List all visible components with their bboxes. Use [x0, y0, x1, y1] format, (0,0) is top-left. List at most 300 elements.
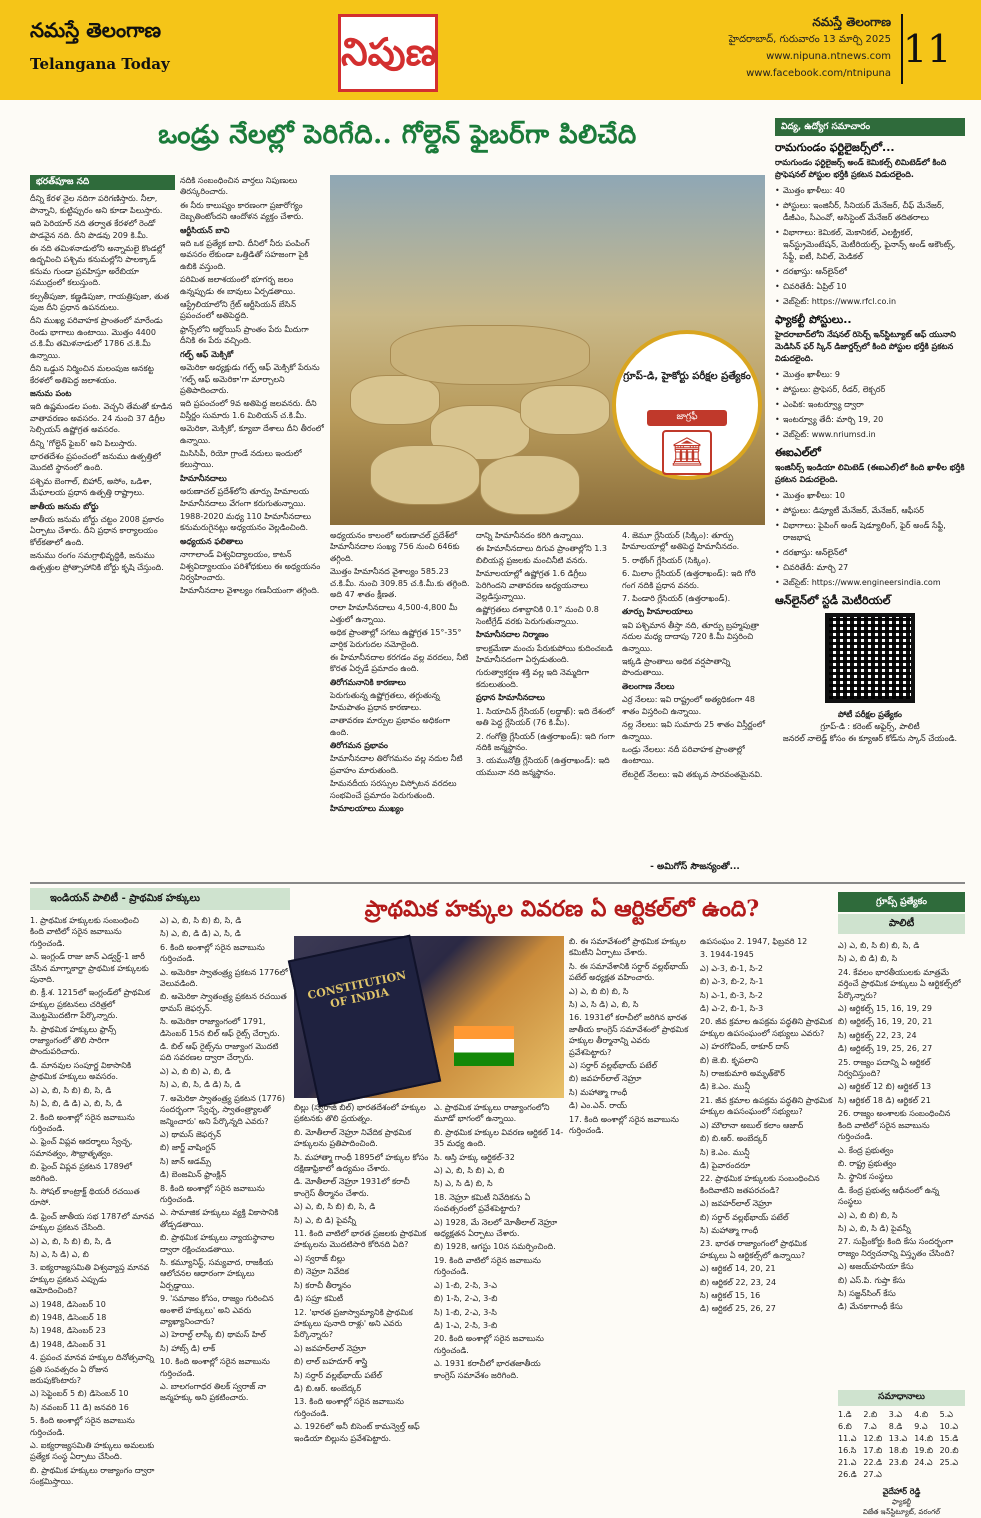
question-line: సి) హాబ్స్ డి) లాక్ — [160, 1343, 216, 1353]
question-line: ఎ. సామాజిక హక్కులు వ్యక్తి వికాసానికి తోడ్పడతాయి. — [160, 1208, 279, 1229]
question-line: బి) జార్జ్ వాషింగ్టన్ — [160, 1143, 216, 1153]
subheading: ఆర్టీసియన్ బావి — [180, 225, 230, 235]
author-institute: విజేత ఇన్‌స్టిట్యూట్, వరంగల్ — [862, 1508, 941, 1516]
question-line: ఎ) ఎ, బి, సి బి) బి, సి, డి — [838, 941, 920, 950]
question-line: ఎ) అజయ్‌హసియా కేసు — [838, 1262, 914, 1272]
question-line: 21. జీవ క్రమాల ఉపక్రమ పద్ధతిని ప్రాథమిక హక్కుల ఉపసంఘంలో సభ్యులు? — [700, 1095, 833, 1117]
paragraph: ఇది ఒక ప్రత్యేక బావి. దీనిలో నీరు పంపింగ్ అవసరం లేకుండా ఒత్తిడితో సహజంగా పైకి ఉబికి వస్తుంది. — [180, 239, 310, 271]
paragraph: నల్ల నేలలు: ఇవి సుమారు 25 శాతం విస్తీర్ణంలో ఉన్నాయి. — [622, 720, 765, 741]
author-name: వైదేహార్ రెడ్డి — [882, 1487, 921, 1496]
answer-item: 14.బి — [914, 1434, 934, 1443]
question-line: 2. కింది అంశాల్లో సరైన జవాబును గుర్తించండి. — [30, 1112, 135, 1133]
question-line: డి) సప్రూ కమిటీ — [294, 1294, 344, 1304]
jute-bundle — [370, 445, 480, 505]
question-line: 22. ప్రాథమిక హక్కులకు సంబంధించిన కిందివాటిని జతపరచండి? — [700, 1174, 820, 1195]
question-line: బి) ఎస్.పి. గుప్తా కేసు — [838, 1275, 906, 1285]
dateline: హైదరాబాద్, గురువారం 13 మార్చి 2025 — [728, 34, 891, 45]
paragraph: కల్పతీపుజా, కణ్ణడిపుజా, గాయత్రిపుజా, తుత పుజ దీని ప్రధాన ఉపనదులు. — [30, 291, 170, 313]
question-line: ఎ. ప్రాథమిక హక్కులు రాజ్యాంగంలోని మూడో భాగంలో ఉన్నాయి. — [434, 1103, 550, 1124]
question-line: సి) ఎ, బి, సి, డి డి) సి, డి — [160, 1080, 241, 1090]
qr-note: జనరల్ నాలెడ్జ్ కోసం ఈ క్యూఆర్ కోడ్‌ను స్కాన్ చేయండి. — [782, 734, 958, 743]
india-flag-icon — [454, 1026, 514, 1066]
question-line: డి) బెంజమిన్ ఫ్రాంక్లిన్ — [160, 1170, 227, 1180]
qr-code-icon[interactable] — [825, 613, 915, 703]
question-line: ఎ) సర్దార్ వల్లభ్‌భాయ్ పటేల్ — [569, 1061, 658, 1071]
paragraph: నదికి సంబంధించిన వార్తలు నిపుణులు తిరస్కరించారు. — [180, 176, 298, 197]
paragraph: అమెరికా అధ్యక్షుడు గల్ఫ్ ఆఫ్ మెక్సికో పేరును 'గల్ఫ్ ఆఫ్ అమెరికా'గా మార్చాలని ప్రతిపాదించారు. — [180, 363, 320, 395]
question-line: సి) ఆర్టికల్ 18 డి) ఆర్టికల్ 21 — [838, 1095, 931, 1105]
question-line: బి. ప్రాథమిక హక్కులు న్యాయస్థానాల ద్వారా రక్షించబడతాయి. — [160, 1233, 275, 1254]
groups-tag: గ్రూప్స్ ప్రత్యేకం — [838, 892, 965, 912]
question-line: 10. కింది అంశాల్లో సరైన జవాబును గుర్తించండి. — [160, 1357, 270, 1378]
answer-item: 2.బి — [863, 1410, 878, 1419]
paragraph: దీన్ని కేరళ నైల నదిగా పరిగణిస్తారు. నీలా, పొన్నాని, కుట్టిప్పురం అని కూడా పిలుస్తారు. — [30, 194, 163, 215]
question-line: ఎ) ఆర్టికల్ 12 బి) ఆర్టికల్ 13 — [838, 1082, 932, 1092]
question-line: బి. క్రీ.శ. 1215లో ఇంగ్లండ్‌లో ప్రాథమిక హక్కుల ప్రకటనలు చరిత్రలో మొట్టమొదటిగా పేర్కొన్నారు. — [30, 988, 151, 1021]
answer-item: 27.ఎ — [863, 1470, 882, 1479]
question-line: సి) 1948, డిసెంబర్ 23 — [30, 1326, 106, 1336]
question-line: సి) 1-బి, 2-ఎ, 3-సి — [434, 1307, 497, 1317]
paragraph: హిమానీనదాల తిరోగమనం వల్ల నదుల నీటి ప్రవాహం మారుతుంది. — [330, 754, 463, 775]
paragraph: నాగాలాండ్ విశ్వవిద్యాలయం, కాటన్ విశ్వవిద్యాలయం పరిశోధకులు ఈ అధ్యయనం నిర్వహించారు. — [180, 550, 321, 582]
paragraph: అమెరికా, మెక్సికో, క్యూబా దేశాలు దీని తీరంలో ఉన్నాయి. — [180, 424, 324, 445]
question-line: సి. మహాత్మా గాంధీ 1895లో హక్కుల కోసం దక్షిణాఫ్రికాలో ఉద్యమం చేశారు. — [294, 1152, 429, 1174]
masthead-left — [30, 18, 170, 73]
question-line: డి) ఆర్టికల్స్ 19, 25, 26, 27 — [838, 1044, 933, 1054]
question-line: సి) నవంబర్ 11 డి) జనవరి 16 — [30, 1402, 129, 1412]
paragraph: ఈ నీరు కాలుష్యం కారణంగా ప్రజారోగ్యం దెబ్బతింటోందని ఆందోళన వ్యక్తం చేశారు. — [180, 200, 304, 222]
question-line: ఎ) ఎ, బి బి) బి, సి — [838, 1210, 898, 1220]
question-line: సి) సజ్జన్‌సింగ్ కేసు — [838, 1288, 896, 1298]
question-line: ఎ) ఎ, బి, సి బి) బి, సి, డి — [160, 916, 242, 925]
rail-list — [775, 490, 965, 589]
question-line: సి) మహాత్మా గాంధీ — [700, 1225, 759, 1235]
question-line: ఎ) 1928, మే నెలలో మోతీలాల్ నెహ్రూ అధ్యక్షతన ఏర్పాటు చేశారు. — [434, 1217, 558, 1239]
subheading: తిరోగమనానికి కారణాలు — [330, 677, 406, 687]
question-line: బిల్లు (స్వరాజ్ బిల్) భారతదేశంలో హక్కుల ప్రకటనకు తొలి ప్రయత్నం. — [294, 1103, 426, 1124]
polity-column-6 — [838, 940, 965, 1385]
monument-icon: 🏛 — [662, 430, 712, 475]
answer-item: 22.డి — [863, 1458, 883, 1467]
answer-item: 11.ఎ — [838, 1434, 857, 1443]
question-line: ఎ) ఎ-3, బి-1, సి-2 — [700, 963, 763, 973]
answer-item: 8.డి — [888, 1422, 903, 1431]
subheading: హిమాలయాలు ముఖ్యం — [330, 803, 404, 813]
question-line: 9. 'సమాజం కోసం, రాజ్యం గురించిన అంశాలే హక్కులు' అని ఎవరు వ్యాఖ్యానించారు? — [160, 1294, 274, 1326]
question-line: ఎ) ఎ, బి, సి బి) బి, సి, డి — [30, 1085, 112, 1095]
answers-grid — [838, 1409, 965, 1481]
website-link[interactable]: • వెబ్‌సైట్: www.nriumsd.in — [775, 429, 965, 441]
question-line: డి) బి.ఆర్. అంబేద్కర్ — [294, 1383, 362, 1393]
question-line: సి) ఎ, బి డి) బి, సి — [838, 954, 898, 964]
rail-intro: రామగుండం ఫర్టిలైజర్స్ అండ్ కెమికల్స్ లిమిటెడ్‌లో కింది ప్రొఫెషనల్ పోస్టుల భర్తీకి ప్రకటన విడుదలైంది. — [775, 158, 947, 179]
paragraph: ఆస్ట్రేలియాలోని గ్రేట్ ఆర్టీసియన్ బేసిన్ ప్రపంచంలో అతిపెద్దది. — [180, 300, 296, 321]
answer-item: 24.ఎ — [914, 1458, 933, 1467]
polity-tag: ఇండియన్ పాలిటీ - ప్రాథమిక హక్కులు — [30, 888, 290, 910]
geo-column-3 — [330, 530, 470, 875]
rail-list — [775, 185, 965, 308]
list-item: • మొత్తం ఖాళీలు: 40 — [775, 185, 965, 197]
question-line: బి) ఆర్టికల్స్ 16, 19, 20, 21 — [838, 1017, 933, 1027]
badge-subject: జాగ్రఫీ — [647, 410, 727, 426]
question-line: 26. రాజ్యం అంశాలకు సంబంధించిన కింది వాటిలో సరైన జవాబును గుర్తించండి. — [838, 1109, 951, 1142]
answer-item: 19.బి — [914, 1446, 934, 1455]
question-line: బి) జవహర్‌లాల్ నెహ్రూ — [569, 1074, 642, 1084]
answers-box — [838, 1390, 965, 1518]
question-line: డి) ఎం.ఎన్. రాయ్ — [569, 1101, 628, 1111]
jute-bundle — [390, 325, 590, 385]
main-headline: ఒండ్రు నేలల్లో పెరిగేది.. గోల్డెన్ ఫైబర్‌గా పిలిచేది — [158, 120, 637, 150]
list-item: • చివరితేదీ: ఏప్రిల్ 10 — [775, 281, 965, 293]
paragraph: దీన్ని 'గోల్డెన్ ఫైబర్' అని పిలుస్తారు. — [30, 438, 138, 448]
question-line: 25. రాజ్యం పదాన్ని ఏ ఆర్టికల్ నిర్వచిస్తుంది? — [838, 1057, 931, 1079]
masthead — [0, 0, 981, 100]
website-link[interactable]: www.nipuna.ntnews.com — [766, 51, 891, 62]
paragraph: దాన్ని హిమానీనదం కరిగి ఉన్నాయి. — [476, 531, 584, 540]
subheading: ప్రధాన హిమానీనదాలు — [476, 693, 545, 703]
rail-heading: ఈఐఎల్‌లో — [775, 446, 821, 459]
question-line: 11. కింది వాటిలో భారత ప్రజలకు ప్రాథమిక హక్కులను మొదటిసారి కోరినది ఏది? — [294, 1229, 427, 1250]
paragraph: పరిమిత జలాశయంలో భూగర్భ జలం ఉన్నప్పుడు ఈ బావులు ఏర్పడతాయి. — [180, 275, 296, 296]
question-line: 13. కింది అంశాల్లో సరైన జవాబును గుర్తించండి. — [294, 1397, 404, 1418]
answer-item: 25.ఎ — [939, 1458, 959, 1467]
question-line: బి. ఈ సమావేశంలో ప్రాథమిక హక్కుల కమిటీని ఏర్పాటు చేశారు. — [569, 937, 686, 958]
paragraph: జాతీయ జనుమ బోర్డు చట్టం 2008 ప్రకారం ఏర్పాటు చేశారు. దీని ప్రధాన కార్యాలయం కోల్‌కతాలో ఉంది. — [30, 514, 164, 547]
jute-bundle — [350, 375, 440, 425]
answer-item: 26.డి — [838, 1470, 857, 1479]
question-line: బి) ఆర్టికల్ 22, 23, 24 — [700, 1277, 777, 1287]
question-line: డి) ఆర్టికల్ 25, 26, 27 — [700, 1304, 776, 1314]
question-line: 3. ఐక్యరాజ్యసమితి విశ్వవ్యాప్త మానవ హక్కుల ప్రకటన ఎప్పుడు ఆమోదించింది? — [30, 1263, 150, 1296]
question-line: డి. బిల్ ఆఫ్ రైట్స్‌ను రాజ్యాంగ మొదటి పది సవరణల ద్వారా చేర్చారు. — [160, 1042, 279, 1063]
polity-headline: ప్రాథమిక హక్కుల వివరణ ఏ ఆర్టికల్‌లో ఉంది? — [364, 896, 760, 922]
subheading: హిమానీనదాల నిర్మాణం — [476, 630, 549, 640]
answer-item: 20.బి — [939, 1446, 959, 1455]
question-line: డి) కె.ఎం. మున్షీ — [700, 1082, 750, 1092]
list-item: • పోస్టులు: ప్రొఫెసర్, రీడర్, లెక్చరర్ — [775, 384, 965, 396]
answer-item: 21.ఎ — [838, 1458, 857, 1467]
jute-bundle — [520, 385, 610, 435]
answer-item: 1.డి — [838, 1410, 852, 1419]
list-item: • దరఖాస్తు: ఆన్‌లైన్‌లో — [775, 266, 965, 278]
subheading: అధ్యయన ఫలితాలు — [180, 536, 244, 546]
question-line: సి) కరాచీ తీర్మానం — [294, 1280, 352, 1290]
question-line: ఎ) ఎ, బి, సి బి) బి, సి, డి — [294, 1202, 376, 1212]
question-line: బి) సర్దార్ వల్లభ్‌భాయ్ పటేల్ — [700, 1212, 789, 1222]
column-tag: భరత్‌పూజ నది — [30, 175, 175, 190]
list-item: • దరఖాస్తు: ఆన్‌లైన్‌లో — [775, 547, 965, 559]
question-line: సి) జాన్ ఆడమ్స్ — [160, 1156, 212, 1166]
question-line: ఎ) ఎ, బి, సి బి) బి, సి, డి — [30, 1236, 112, 1246]
paragraph: అధిక ప్రాంతాల్లో సగటు ఉష్ణోగ్రత 15°-35° వార్షిక పెరుగుదల నమోదైంది. — [330, 628, 462, 649]
paragraph: 1. సియాచిన్ గ్లేసియర్ (లద్దాఖ్): ఇది దేశంలో అతి పెద్ద గ్లేసియర్ (76 కి.మీ). — [476, 706, 615, 728]
question-line: సి) ఎ, బి డి) పైవన్నీ — [294, 1215, 357, 1225]
question-line: 20. కింది అంశాల్లో సరైన జవాబును గుర్తించండి. — [434, 1334, 544, 1355]
paragraph: ఇది ప్రపంచంలో 9వ అతిపెద్ద జలవనరు. దీని విస్తీర్ణం సుమారు 1.6 మిలియన్ చ.కి.మీ. — [180, 399, 317, 420]
question-line: సి. ఈ సమావేశానికి సర్దార్ వల్లభ్‌భాయ్ పటేల్ అధ్యక్షత వహించారు. — [569, 961, 689, 983]
subheading: తిరోగమన ప్రభావం — [330, 740, 388, 750]
question-line: ఎ) 1948, డిసెంబర్ 10 — [30, 1299, 106, 1309]
question-line: సి) ఆర్టికల్ 15, 16 — [700, 1290, 761, 1300]
question-line: ఎ. కేంద్ర ప్రభుత్వం — [838, 1145, 894, 1155]
question-line: ఎ) మౌలానా అబుల్ కలాం ఆజాద్ — [700, 1120, 804, 1130]
list-item: • విభాగాలు: కెమికల్, మెకానికల్, ఎలక్ట్రికల్, ఇన్‌స్ట్రుమెంటేషన్, మెటీరియల్స్, ఫైనాన్స్ అండ్ అకౌంట్స్, సేఫ్టీ, ఐటీ, సివిల్, మెడికల్ — [775, 227, 965, 263]
question-line: సి) ఏ, బి, డి డి) ఎ, బి, సి, డి — [30, 1099, 123, 1109]
paragraph: దీని ముఖ్య పరివాహక ప్రాంతంలో మారేండు రెండు భాగాలు ఉంటాయి. మొత్తం 4400 చ.కి.మీ తమిళనాడులో 1786 చ.కి.మీ ఉన్నాయి. — [30, 316, 163, 360]
question-line: బి) జె.బి. కృపలాని — [700, 1055, 759, 1065]
question-line: 1. ప్రాథమిక హక్కులకు సంబంధించి కింది వాటిలో సరైన జవాబును గుర్తించండి. — [30, 916, 139, 948]
answer-item: 12.బి — [863, 1434, 883, 1443]
paragraph: జనుము రంగం సమగ్రాభివృద్ధికి, జనుము ఉత్పత్తుల ప్రోత్సాహానికి బోర్డు కృషి చేస్తుంది. — [30, 551, 164, 572]
question-line: ఎ. అమెరికా స్వాతంత్ర్య ప్రకటన 1776లో వెలువడింది. — [160, 967, 288, 989]
badge-title: గ్రూప్-డి, హైకోర్టు పరీక్షల ప్రత్యేకం — [623, 371, 751, 382]
question-line: ఎ) స్వరాజ్ బిల్లు — [294, 1253, 346, 1263]
question-line: సి) ఎ, సి డి) బి, సి — [434, 1179, 493, 1189]
question-line: సి) కె.ఎం. మున్షీ — [700, 1147, 750, 1157]
question-line: 8. కింది అంశాల్లో సరైన జవాబును గుర్తించండి. — [160, 1183, 265, 1204]
rail-intro: ఇంజినీర్స్ ఇండియా లిమిటెడ్ (ఈఐఎల్)లో కింది ఖాళీల భర్తీకి ప్రకటన విడుదలైంది. — [775, 463, 965, 484]
paragraph: హిమానీనదాల వైశాల్యం గణనీయంగా తగ్గింది. — [180, 586, 320, 596]
question-line: ఎ) హరగోవింద్, ఠాకూర్ దాస్ — [700, 1042, 790, 1052]
geo-column-1 — [30, 175, 175, 875]
question-line: సి) ఆర్టికల్స్ 22, 23, 24 — [838, 1030, 917, 1040]
polity-column-1 — [30, 915, 155, 1490]
answer-item: 10.ఎ — [939, 1422, 959, 1431]
question-line: ఎ) 1-బి, 2-సి, 3-ఎ — [434, 1280, 497, 1290]
answer-item: 18.బి — [888, 1446, 908, 1455]
paragraph: పెరుగుతున్న ఉష్ణోగ్రతలు, తగ్గుతున్న హిమపాతం ప్రధాన కారణాలు. — [330, 691, 440, 712]
question-line: బి) ఎ-3, బి-2, సి-1 — [700, 977, 764, 987]
question-line: ఎ) సెప్టెంబర్ 5 బి) డిసెంబర్ 10 — [30, 1389, 129, 1399]
paragraph: మిసిసిపీ, రియో గ్రాండే నదులు ఇందులో కలుస్తాయి. — [180, 448, 302, 470]
question-line: సి) ఎ, సి డి) ఎ, బి — [30, 1249, 89, 1259]
paragraph: 5. రాథోంగ్ గ్లేసియర్ (సిక్కిం). — [622, 555, 711, 565]
paragraph: పశ్చిమ బెంగాల్, బిహార్, అసోం, ఒడిశా, మేఘాలయ ప్రధాన ఉత్పత్తి రాష్ట్రాలు. — [30, 476, 152, 498]
paragraph: 6. మిలాం గ్లేసియర్ (ఉత్తరాఖండ్): ఇది గోరి గంగ నదికి ప్రధాన వనరు. — [622, 569, 756, 590]
paragraph: మొత్తం హిమానీనద వైశాల్యం 585.23 చ.కి.మీ. నుంచి 309.85 చ.కి.మీ.కు తగ్గింది. అది 47 శాతం క్షీణత. — [330, 567, 470, 600]
question-line: ఎ. ఫ్రెంచ్ విప్లవ ఆదర్శాలు స్వేచ్ఛ, సమానత్వం, సౌభ్రాతృత్వం. — [30, 1137, 133, 1158]
website-link[interactable]: • వెబ్‌సైట్: https://www.engineersindia.com — [775, 577, 965, 589]
paragraph: ఈ నది తమిళనాడులోని అన్నామలై కొండల్లో ఉద్భవించి పశ్చిమ కనుమల్లోని పాలక్కాడ్ కనుమ గుండా ప్రవహిస్తూ అరేబియా సముద్రంలో కలుస్తుంది. — [30, 244, 165, 288]
answer-item — [940, 1469, 965, 1481]
question-line: డి) మేనకాగాంధీ కేసు — [838, 1302, 903, 1312]
rail-heading: ఫ్యాకల్టీ పోస్టులు.. — [775, 313, 852, 326]
question-line: ఎ) ఎ, బి బి) బి, సి — [569, 986, 629, 996]
paragraph: ఇక్కడి ప్రాంతాలు అధిక వర్షపాతాన్ని పొందుతాయి. — [622, 657, 731, 678]
answer-item: 23.బి — [888, 1458, 908, 1467]
masthead-brand-right: నమస్తే తెలంగాణ — [812, 15, 891, 29]
paragraph: 2. గంగోత్రి గ్లేసియర్ (ఉత్తరాఖండ్): ఇది గంగా నదికి జన్మస్థానం. — [476, 731, 615, 752]
brand-subname: Telangana Today — [30, 55, 170, 73]
geo-column-4 — [476, 530, 616, 875]
paragraph: భారతదేశం ప్రపంచంలో జనుము ఉత్పత్తిలో మొదటి స్థానంలో ఉంది. — [30, 451, 161, 473]
facebook-link[interactable]: www.facebook.com/ntnipuna — [746, 68, 891, 79]
author-title: ఫ్యాకల్టీ — [891, 1498, 912, 1506]
question-line: డి. ఫ్రెంచ్ జాతీయ సభ 1787లో మానవ హక్కుల ప్రకటన చేసింది. — [30, 1211, 155, 1233]
question-line: సి. కమ్యూనిస్ట్, సమ్యవాద, రాజకీయ ఆలోచనల ఆధారంగా హక్కులు ఏర్పడ్డాయి. — [160, 1257, 274, 1290]
question-line: బి) బి.ఆర్. అంబేద్కర్ — [700, 1134, 768, 1144]
masthead-info — [729, 14, 891, 82]
paragraph: వాతావరణ మార్పుల ప్రభావం అధికంగా ఉంది. — [330, 716, 451, 737]
paragraph: 7. పిండారి గ్లేసియర్ (ఉత్తరాఖండ్). — [622, 594, 731, 604]
question-line: సి) ఎ, బి, డి డి) ఎ, సి, డి — [160, 929, 241, 939]
question-line: 18. నెహ్రూ కమిటీ నివేదికను ఏ సంవత్సరంలో ప్రవేశపెట్టారు? — [434, 1192, 531, 1214]
answer-item — [914, 1469, 939, 1481]
question-line: ఉపసంఘం 2. 1947, ఫిబ్రవరి 12 — [700, 937, 808, 946]
question-line: డి) 1-ఎ, 2-సి, 3-బి — [434, 1320, 498, 1330]
question-line: సి) సర్దార్ వల్లభ్‌భాయ్ పటేల్ — [294, 1370, 382, 1380]
paragraph: హిమాలయాల్లో ఉష్ణోగ్రత 1.6 డిగ్రీలు పెరిగిందని వాతావరణ అధ్యయనాలు వెల్లడిస్తున్నాయి. — [476, 569, 589, 602]
list-item: • పోస్టులు: డిప్యూటీ మేనేజర్, మేనేజర్, ఆఫీసర్ — [775, 505, 965, 517]
list-item: • మొత్తం ఖాళీలు: 10 — [775, 490, 965, 502]
question-line: సి. స్థానిక సంస్థలు — [838, 1172, 893, 1182]
question-line: 16. 1931లో కరాచీలో జరిగిన భారత జాతీయ కాంగ్రెస్ సమావేశంలో ప్రాథమిక హక్కుల తీర్మానాన్ని ఎవరు ప్రవేశపెట్టారు? — [569, 1013, 689, 1057]
question-line: సి) ఎ, బి, సి డి) పైవన్నీ — [838, 1223, 911, 1233]
question-line: ఎ. బాలగంగాధర తిలక్ స్వరాజ్ నా జన్మహక్కు అని ప్రకటించారు. — [160, 1382, 267, 1403]
question-line: బి) 1-సి, 2-ఎ, 3-బి — [434, 1294, 498, 1304]
rail-list — [775, 369, 965, 441]
question-line: ఎ) జవహర్‌లాల్ నెహ్రూ — [294, 1343, 366, 1353]
paragraph: 4. జెమూ గ్లేసియర్ (సిక్కిం): తూర్పు హిమాలయాల్లో అతిపెద్ద హిమానీనదం. — [622, 531, 740, 552]
nipuna-logo: నిపుణ — [338, 14, 438, 92]
answer-item: 4.బి — [914, 1410, 928, 1419]
question-line: బి) 1948, డిసెంబర్ 18 — [30, 1313, 107, 1322]
polity-column-5 — [700, 936, 833, 1492]
answer-item: 6.బి — [838, 1422, 852, 1431]
brand-name: నమస్తే తెలంగాణ — [30, 18, 162, 42]
list-item: • ఎంపిక: ఇంటర్వ్యూ ద్వారా — [775, 399, 965, 411]
question-line: 20. జీవ క్రమాల ఉపక్రమ పద్ధతిని ప్రాథమిక హక్కుల ఉపసంఘంలో సభ్యులు ఎవరు? — [700, 1017, 833, 1038]
polity-column-4a — [434, 1102, 564, 1492]
question-line: 5. కింది అంశాల్లో సరైన జవాబును గుర్తించండి. — [30, 1416, 135, 1437]
subheading: జనుమ పంట — [30, 388, 72, 398]
answer-item: 5.ఎ — [939, 1410, 953, 1419]
paragraph: ఇవి పశ్చిమాన తీస్తా నది, తూర్పు బ్రహ్మపుత్రా నదుల మధ్య దాదాపు 720 కి.మీ విస్తరించి ఉన్నాయి. — [622, 620, 760, 653]
question-line: ఎ. 1931 కరాచీలో భారతజాతీయ కాంగ్రెస్ సమావేశం జరిగింది. — [434, 1359, 541, 1380]
question-line: సి) రాజకుమారి అమృత్‌కౌర్ — [700, 1069, 785, 1079]
question-line: సి) ఎ-1, బి-3, సి-2 — [700, 990, 763, 1000]
subheading: హిమానీనదాలు — [180, 473, 227, 483]
question-line: డి) ఎ-2, బి-1, సి-3 — [700, 1004, 764, 1014]
answers-title: సమాధానాలు — [838, 1390, 965, 1406]
question-line: 24. కేవలం భారతీయులకు మాత్రమే వర్తించే ప్రాథమిక హక్కులు ఏ ఆర్టికల్స్‌లో పేర్కొన్నారు? — [838, 967, 961, 1000]
question-line: 19. కింది వాటిలో సరైన జవాబును గుర్తించండి. — [434, 1255, 541, 1277]
subheading: తూర్పు హిమాలయాలు — [622, 607, 693, 617]
paragraph: ఇది ఉష్ణమండల పంట. వెచ్చని తేమతో కూడిన వాతావరణం అవసరం. 24 నుంచి 37 డిగ్రీల సెల్సియస్ ఉష్ణోగ్రత అవసరం. — [30, 402, 173, 435]
question-line: డి) 1948, డిసెంబర్ 31 — [30, 1339, 107, 1349]
exam-badge — [612, 330, 762, 520]
question-line: సి) ఎ, సి డి) ఎ, బి, సి — [569, 1000, 639, 1010]
list-item: • విభాగాలు: పైపింగ్ అండ్ షెడ్యూలింగ్, ఫైర్ అండ్ సేఫ్టీ, రాజభాష — [775, 520, 965, 544]
jute-bundle — [480, 455, 580, 515]
question-line: ఎ) హెరాల్డ్ లాస్కీ బి) థామస్ హిల్ — [160, 1330, 266, 1340]
paragraph: లేటరైట్ నేలలు: ఇవి తక్కువ సారవంతమైనవి. — [622, 769, 763, 779]
article-credit: - అమిగోస్ సౌజన్యంతో... — [650, 862, 740, 872]
list-item: • పోస్టులు: ఇంజినీర్, సీనియర్ మేనేజర్, చీఫ్ మేనేజర్, డీజీఎం, సీఎంవో, అసిస్టెంట్ మేనేజర్ తదితరాలు — [775, 200, 965, 224]
question-line: డి) పైవారందరూ — [700, 1160, 751, 1170]
question-line: ఎ) జవహర్‌లాల్ నెహ్రూ — [700, 1199, 772, 1209]
question-line: సి. అమెరికా రాజ్యాంగంలో 1791, డిసెంబర్ 15న బిల్ ఆఫ్ రైట్స్ చేర్చారు. — [160, 1017, 280, 1038]
paragraph: 3. యమునోత్రి గ్లేసియర్ (ఉత్తరాఖండ్): ఇది యమునా నది జన్మస్థానం. — [476, 756, 610, 777]
geo-column-5 — [622, 530, 765, 858]
subheading: జాతీయ జనుమ బోర్డు — [30, 501, 99, 511]
paragraph: హిమనదీయ సరస్సుల విస్ఫోటన వరదలు సంభవించే ప్రమాదం పెరుగుతుంది. — [330, 779, 457, 800]
polity-column-2 — [160, 915, 290, 1490]
paragraph: ఈ హిమానీనదాలు దిగువ ప్రాంతాల్లోని 1.3 బిలియన్ల ప్రజలకు మంచినీటి వనరు. — [476, 544, 608, 565]
page-number: 11 — [901, 14, 951, 84]
subheading: గల్ఫ్ ఆఫ్ మెక్సికో — [180, 349, 234, 359]
question-line: బి) లాల్ బహదూర్ శాస్త్రి — [294, 1357, 368, 1367]
answer-item: 16.సి — [838, 1446, 857, 1455]
question-line: సి) మహాత్మా గాంధీ — [569, 1087, 628, 1097]
answer-item: 17.బి — [863, 1446, 883, 1455]
question-line: బి. అమెరికా స్వాతంత్ర్య ప్రకటన రచయిత థామస్ జెఫర్సన్. — [160, 992, 287, 1013]
question-line: ఎ) థామస్ జెఫర్సన్ — [160, 1129, 222, 1139]
question-line: 6. కింది అంశాల్లో సరైన జవాబును గుర్తించండి. — [160, 942, 265, 964]
paragraph: ఒండ్రు నేలలు: నదీ పరివాహక ప్రాంతాల్లో ఉంటాయి. — [622, 744, 745, 766]
question-line: 17. కింది అంశాల్లో సరైన జవాబును గుర్తించండి. — [569, 1114, 679, 1136]
paragraph: దీని ఒడ్డున నిర్మించిన మలంపుజ ఆనకట్ట కేరళలో అతిపెద్ద జలాశయం. — [30, 364, 154, 385]
question-line: డి. మానవుల సంపూర్ణ వికాసానికి ప్రాథమిక హక్కులు అవసరం. — [30, 1060, 132, 1082]
question-line: సి. ప్రాథమిక హక్కులు ఫ్రాన్స్ రాజ్యాంగంలో తొలి సారిగా పొందుపరిచారు. — [30, 1024, 117, 1057]
section-divider — [30, 882, 965, 884]
answer-item: 7.ఎ — [863, 1422, 877, 1431]
question-line: 4. ప్రపంచ మానవ హక్కుల దినోత్సవాన్ని ప్రతి సంవత్సరం ఏ రోజున జరుపుకొంటారు? — [30, 1353, 154, 1386]
paragraph: రాలా హిమానీనదాలు 4,500-4,800 మీ ఎత్తులో ఉన్నాయి. — [330, 603, 458, 624]
question-line: సి. ఆస్తి హక్కు ఆర్టికల్-32 — [434, 1152, 515, 1162]
polity-column-3 — [294, 1102, 429, 1492]
question-line: డి. కేంద్ర ప్రభుత్వ ఆధీనంలో ఉన్న సంస్థలు — [838, 1185, 940, 1207]
qr-caption: పోటీ పరీక్షల ప్రత్యేకం — [838, 710, 902, 719]
list-item: • మొత్తం ఖాళీలు: 9 — [775, 369, 965, 381]
jobs-rail — [775, 118, 965, 745]
question-line: 27. సుప్రీంకోర్టు కింది కేసు సందర్భంగా రాజ్యం నిర్వచనాన్ని విస్తృతం చేసింది? — [838, 1237, 955, 1258]
question-line: ఎ) ఆర్టికల్ 14, 20, 21 — [700, 1264, 776, 1274]
question-line: 23. భారత రాజ్యాంగంలో ప్రాథమిక హక్కులు ఏ ఆర్టికల్స్‌లో ఉన్నాయి? — [700, 1239, 807, 1260]
paragraph: ఎర్ర నేలలు: ఇవి రాష్ట్రంలో అత్యధికంగా 48 శాతం విస్తరించి ఉన్నాయి. — [622, 695, 755, 716]
rail-tag: విద్య, ఉద్యోగ సమాచారం — [775, 118, 965, 136]
polity-subject-tag: పాలిటీ — [838, 914, 965, 934]
answer-item: 15.డి — [939, 1434, 959, 1443]
question-line: 12. 'భారత ప్రజాస్వామ్యానికి ప్రాథమిక హక్కులు పునాది రాళ్లు' అని ఎవరు పేర్కొన్నారు? — [294, 1307, 413, 1340]
question-line: బి. రాష్ట్ర ప్రభుత్వం — [838, 1158, 897, 1168]
question-line: ఎ. ఐక్యరాజ్యసమితి హక్కులు అమలుకు ప్రత్యేక సంస్థ ఏర్పాటు చేసింది. — [30, 1441, 155, 1462]
paragraph: అధ్యయనం కాలంలో అరుణాచల్ ప్రదేశ్‌లో హిమానీనదాల సంఖ్య 756 నుంచి 646కు తగ్గింది. — [330, 531, 460, 563]
question-line: బి) నెహ్రూ నివేదిక — [294, 1267, 349, 1277]
question-line: బి. ప్రాథమిక హక్కులు రాజ్యాంగం ద్వారా సంక్రమిస్తాయి. — [30, 1465, 155, 1487]
rail-intro: హైదరాబాద్‌లోని నేషనల్ రిసెర్చ్ ఇన్‌స్టిట్యూట్ ఆఫ్ యునాని మెడిసిన్ ఫర్ స్కిన్ డిజార్డర్స్‌లో కింది పోస్టుల భర్తీకి ప్రకటన విడుదలైంది. — [775, 330, 956, 363]
question-line: సి. సోషల్ కాంట్రాక్ట్ థియరీ రచయిత రూసో. — [30, 1186, 140, 1208]
geo-column-2 — [180, 175, 325, 875]
question-line: ఎ. ఇంగ్లండ్ రాజు జాన్ ఎడ్వర్డ్-1 జారీ చేసిన మాగ్నాకార్టా ప్రాథమిక హక్కులకు పునాది. — [30, 952, 149, 985]
paragraph: అరుణాచల్ ప్రదేశ్‌లోని తూర్పు హిమాలయ హిమానీనదాలు వేగంగా కరుగుతున్నాయి. — [180, 487, 309, 508]
polity-column-4 — [569, 936, 694, 1492]
answer-item: 13.ఎ — [888, 1434, 908, 1443]
paragraph: ఇది పెరియార్ నది తర్వాత కేరళలో రెండో పొడవైన నది. దీని పొడవు 209 కి.మీ. — [30, 219, 156, 240]
paragraph: గురుత్వాకర్షణ శక్తి వల్ల ఇది నెమ్మదిగా కదులుతుంది. — [476, 668, 590, 689]
paragraph: ఉష్ణోగ్రతలు దశాబ్దానికి 0.1° నుంచి 0.8 సెంటీగ్రేడ్ వరకు పెరుగుతున్నాయి. — [476, 605, 599, 626]
website-link[interactable]: • వెబ్‌సైట్: https://www.rfcl.co.in — [775, 296, 965, 308]
list-item: • ఇంటర్వ్యూ తేదీ: మార్చి 19, 20 — [775, 414, 965, 426]
question-line: బి. ప్రాథమిక హక్కుల వివరణ ఆర్టికల్ 14-35 మధ్య ఉంది. — [434, 1127, 564, 1149]
rail-heading: రామగుండం ఫర్టిలైజర్స్‌లో... — [775, 141, 895, 154]
question-line: 7. అమెరికా స్వాతంత్ర్య ప్రకటన (1776) సందర్భంగా 'స్వేచ్ఛ, స్వాతంత్ర్యాలతో జన్మించారు' అని పేర్కొన్నది ఎవరు? — [160, 1093, 285, 1126]
question-line: బి) 1928, ఆగస్టు 10న సమర్పించింది. — [434, 1242, 556, 1252]
paragraph: కాలక్రమేణా మంచు పేరుకుపోయి కుదించబడి హిమానీనదంగా ఏర్పడుతుంది. — [476, 643, 613, 665]
question-line: ఎ) ఎ, బి బి) ఎ, బి, డి — [160, 1066, 231, 1076]
paragraph: 1988-2020 మధ్య 110 హిమానీనదాలు కనుమరుగైనట్లు అధ్యయనం వెల్లడించింది. — [180, 511, 312, 533]
qr-note: గ్రూప్-డి : కరెంట్ అఫైర్స్, పాలిటీ — [820, 722, 920, 731]
